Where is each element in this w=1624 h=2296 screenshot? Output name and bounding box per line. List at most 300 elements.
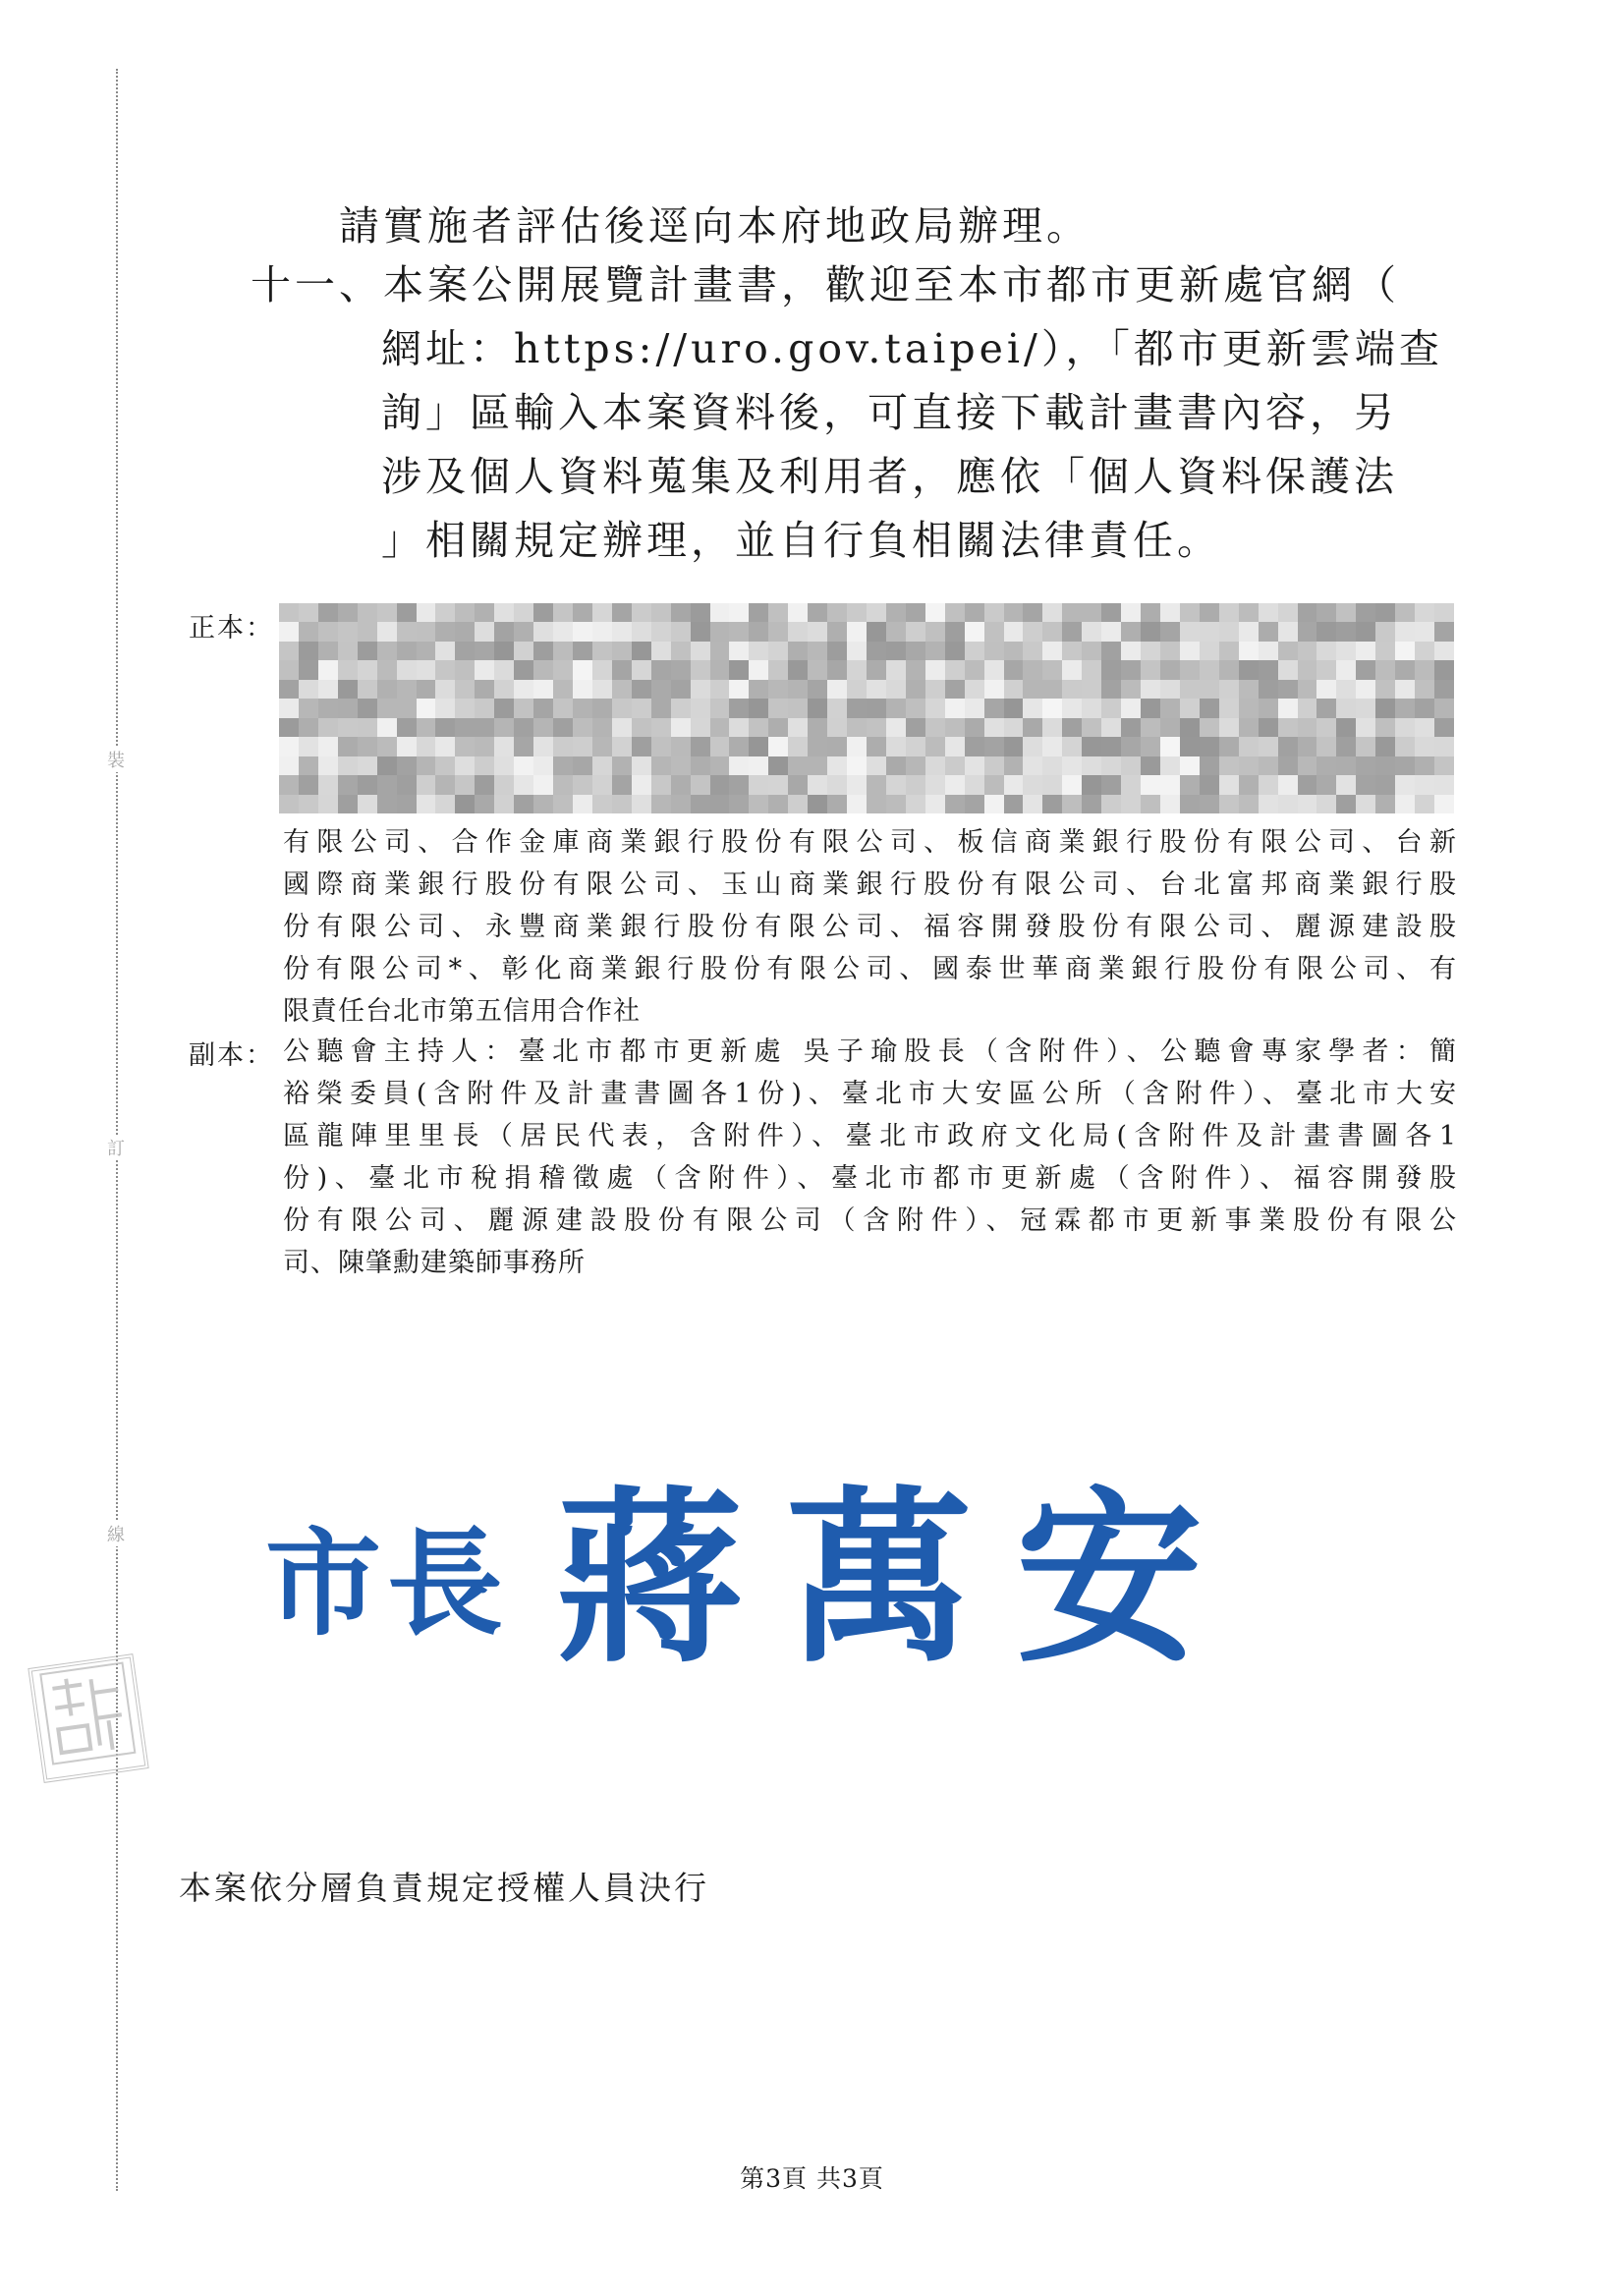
redaction-cell: [729, 756, 749, 775]
redaction-cell: [847, 603, 867, 622]
redaction-cell: [1395, 642, 1415, 660]
redaction-cell: [867, 603, 886, 622]
redaction-cell: [299, 756, 318, 775]
redaction-cell: [632, 603, 651, 622]
redaction-cell: [573, 756, 592, 775]
redaction-cell: [906, 718, 925, 737]
redaction-cell: [377, 699, 397, 717]
redaction-cell: [1101, 603, 1121, 622]
redaction-cell: [651, 660, 671, 679]
redaction-cell: [965, 718, 984, 737]
redaction-cell: [417, 680, 436, 699]
redaction-cell: [768, 756, 788, 775]
redaction-cell: [965, 680, 984, 699]
redaction-cell: [475, 680, 494, 699]
redaction-cell: [573, 795, 592, 813]
redaction-cell: [592, 622, 612, 641]
redaction-cell: [377, 603, 397, 622]
redaction-cell: [906, 775, 925, 794]
redaction-cell: [494, 756, 514, 775]
redaction-cell: [417, 795, 436, 813]
redaction-cell: [671, 756, 691, 775]
redaction-cell: [691, 775, 710, 794]
redaction-cell: [1278, 737, 1298, 756]
redaction-cell: [1298, 795, 1317, 813]
main-recipient-line: 有限公司、合作金庫商業銀行股份有限公司、板信商業銀行股份有限公司、台新: [283, 827, 1457, 858]
redaction-cell: [1160, 603, 1180, 622]
redaction-cell: [1336, 680, 1356, 699]
redaction-cell: [1375, 775, 1395, 794]
redaction-cell: [1316, 775, 1336, 794]
redaction-cell: [925, 718, 945, 737]
redaction-cell: [1141, 718, 1160, 737]
redaction-cell: [338, 660, 358, 679]
redaction-cell: [299, 622, 318, 641]
redaction-cell: [632, 737, 651, 756]
redaction-cell: [1356, 756, 1375, 775]
redaction-cell: [1062, 737, 1082, 756]
redaction-cell: [1316, 603, 1336, 622]
redaction-cell: [279, 775, 299, 794]
redaction-cell: [808, 603, 827, 622]
redaction-cell: [592, 680, 612, 699]
redaction-cell: [1121, 699, 1141, 717]
redaction-cell: [358, 642, 377, 660]
redaction-cell: [945, 603, 965, 622]
redaction-cell: [1239, 642, 1259, 660]
redaction-cell: [1375, 603, 1395, 622]
redaction-cell: [1004, 622, 1024, 641]
redaction-cell: [1004, 795, 1024, 813]
redaction-cell: [671, 718, 691, 737]
redaction-cell: [1121, 718, 1141, 737]
redaction-cell: [279, 622, 299, 641]
redaction-cell: [651, 699, 671, 717]
redaction-cell: [299, 642, 318, 660]
redaction-cell: [886, 795, 906, 813]
redaction-cell: [377, 622, 397, 641]
redaction-cell: [906, 642, 925, 660]
redaction-cell: [945, 642, 965, 660]
redaction-cell: [710, 718, 730, 737]
redaction-cell: [1375, 795, 1395, 813]
redaction-cell: [475, 775, 494, 794]
redaction-cell: [573, 642, 592, 660]
redaction-cell: [925, 622, 945, 641]
redaction-cell: [279, 756, 299, 775]
redaction-cell: [494, 699, 514, 717]
redaction-cell: [1200, 718, 1219, 737]
redaction-cell: [965, 699, 984, 717]
redaction-cell: [1062, 775, 1082, 794]
redaction-cell: [1278, 775, 1298, 794]
redaction-cell: [299, 699, 318, 717]
cc-recipient-line: 份有限公司、麗源建設股份有限公司（含附件）、冠霖都市更新事業股份有限公: [283, 1205, 1457, 1236]
redaction-cell: [906, 622, 925, 641]
redaction-cell: [1259, 737, 1278, 756]
redaction-cell: [1042, 718, 1062, 737]
main-recipient-line: 份有限公司*、彰化商業銀行股份有限公司、國泰世華商業銀行股份有限公司、有: [283, 954, 1457, 984]
redaction-cell: [1395, 795, 1415, 813]
redaction-cell: [984, 642, 1004, 660]
redaction-cell: [827, 680, 847, 699]
redaction-cell: [612, 642, 632, 660]
redaction-cell: [886, 737, 906, 756]
redaction-cell: [475, 622, 494, 641]
redaction-cell: [1415, 718, 1434, 737]
redaction-cell: [1259, 603, 1278, 622]
redaction-cell: [768, 775, 788, 794]
redaction-cell: [945, 737, 965, 756]
redaction-cell: [1259, 795, 1278, 813]
redaction-cell: [279, 699, 299, 717]
redaction-cell: [1062, 603, 1082, 622]
redaction-cell: [514, 795, 533, 813]
redaction-cell: [475, 699, 494, 717]
redaction-cell: [651, 756, 671, 775]
paragraph-line-6: 」相關規定辦理，並自行負相關法律責任。: [381, 517, 1221, 564]
redaction-cell: [808, 622, 827, 641]
redaction-cell: [1121, 622, 1141, 641]
redaction-cell: [632, 756, 651, 775]
redaction-cell: [435, 660, 455, 679]
redaction-cell: [925, 775, 945, 794]
redaction-cell: [475, 718, 494, 737]
redaction-cell: [632, 642, 651, 660]
redaction-cell: [1200, 603, 1219, 622]
redaction-cell: [318, 737, 338, 756]
redaction-cell: [1180, 756, 1200, 775]
redaction-cell: [965, 603, 984, 622]
redaction-cell: [494, 680, 514, 699]
redaction-cell: [1101, 699, 1121, 717]
redaction-cell: [1336, 718, 1356, 737]
redaction-cell: [710, 737, 730, 756]
redaction-cell: [925, 699, 945, 717]
redaction-cell: [1259, 642, 1278, 660]
redaction-cell: [1356, 642, 1375, 660]
redaction-cell: [1434, 622, 1454, 641]
redaction-cell: [1395, 737, 1415, 756]
redaction-cell: [1336, 660, 1356, 679]
redaction-cell: [1434, 603, 1454, 622]
redaction-cell: [749, 756, 768, 775]
redaction-cell: [1121, 775, 1141, 794]
redaction-cell: [945, 622, 965, 641]
redaction-cell: [1062, 756, 1082, 775]
redaction-cell: [1356, 699, 1375, 717]
redaction-cell: [1121, 737, 1141, 756]
redaction-cell: [1121, 603, 1141, 622]
redaction-cell: [377, 680, 397, 699]
redaction-cell: [1004, 680, 1024, 699]
cc-recipient-line: 份)、臺北市稅捐稽徵處（含附件）、臺北市都市更新處（含附件）、福容開發股: [283, 1163, 1457, 1194]
redaction-cell: [1160, 718, 1180, 737]
redaction-cell: [417, 660, 436, 679]
main-recipient-line: 份有限公司、永豐商業銀行股份有限公司、福容開發股份有限公司、麗源建設股: [283, 912, 1457, 942]
redaction-cell: [1160, 795, 1180, 813]
redaction-cell: [494, 622, 514, 641]
redaction-cell: [1316, 737, 1336, 756]
redaction-cell: [338, 699, 358, 717]
redaction-cell: [710, 680, 730, 699]
redaction-cell: [1316, 795, 1336, 813]
redaction-cell: [1004, 718, 1024, 737]
redaction-cell: [1316, 622, 1336, 641]
redaction-cell: [1395, 622, 1415, 641]
redaction-cell: [867, 756, 886, 775]
redaction-cell: [573, 699, 592, 717]
redaction-cell: [671, 737, 691, 756]
redaction-cell: [338, 622, 358, 641]
redaction-cell: [1219, 737, 1239, 756]
redaction-cell: [475, 642, 494, 660]
redaction-cell: [945, 775, 965, 794]
cc-recipient-line: 公聽會主持人：臺北市都市更新處 吳子瑜股長（含附件）、公聽會專家學者：簡: [283, 1036, 1457, 1067]
redaction-cell: [612, 603, 632, 622]
cc-recipient-line: 司、陳肇勳建築師事務所: [283, 1248, 586, 1278]
redaction-cell: [1082, 660, 1101, 679]
redaction-cell: [612, 660, 632, 679]
redaction-cell: [1298, 660, 1317, 679]
redaction-cell: [1375, 680, 1395, 699]
redaction-cell: [1200, 699, 1219, 717]
redaction-cell: [1121, 756, 1141, 775]
redaction-cell: [1101, 660, 1121, 679]
redaction-cell: [573, 603, 592, 622]
redaction-cell: [1356, 718, 1375, 737]
redaction-cell: [1023, 660, 1042, 679]
signature-title: 市長: [265, 1515, 510, 1652]
redaction-cell: [1180, 718, 1200, 737]
redaction-cell: [1023, 737, 1042, 756]
redaction-cell: [358, 756, 377, 775]
redaction-cell: [1219, 756, 1239, 775]
redaction-cell: [279, 660, 299, 679]
redaction-cell: [867, 795, 886, 813]
redaction-cell: [455, 737, 475, 756]
redaction-cell: [1141, 622, 1160, 641]
redaction-cell: [553, 622, 573, 641]
redaction-cell: [847, 680, 867, 699]
redaction-cell: [377, 795, 397, 813]
redaction-cell: [455, 622, 475, 641]
redaction-cell: [749, 718, 768, 737]
redaction-cell: [886, 699, 906, 717]
redaction-cell: [1023, 756, 1042, 775]
redaction-cell: [1082, 756, 1101, 775]
redaction-cell: [827, 718, 847, 737]
redaction-cell: [808, 660, 827, 679]
redaction-cell: [455, 718, 475, 737]
redaction-cell: [768, 718, 788, 737]
redaction-cell: [847, 718, 867, 737]
redaction-cell: [533, 775, 553, 794]
redaction-cell: [867, 737, 886, 756]
redaction-cell: [338, 642, 358, 660]
redaction-cell: [1180, 603, 1200, 622]
redaction-cell: [494, 660, 514, 679]
redaction-cell: [925, 680, 945, 699]
redaction-cell: [847, 622, 867, 641]
redaction-cell: [1298, 737, 1317, 756]
redaction-cell: [397, 775, 417, 794]
redaction-cell: [1004, 775, 1024, 794]
redaction-cell: [397, 680, 417, 699]
redaction-cell: [632, 699, 651, 717]
redaction-cell: [1023, 775, 1042, 794]
redaction-cell: [573, 660, 592, 679]
redaction-cell: [417, 699, 436, 717]
redaction-cell: [1356, 680, 1375, 699]
redaction-cell: [886, 603, 906, 622]
redaction-cell: [1434, 660, 1454, 679]
redaction-cell: [710, 775, 730, 794]
redaction-cell: [494, 737, 514, 756]
redaction-cell: [1101, 642, 1121, 660]
redaction-cell: [886, 622, 906, 641]
redaction-cell: [299, 718, 318, 737]
redaction-cell: [867, 775, 886, 794]
redaction-cell: [710, 660, 730, 679]
redaction-cell: [749, 737, 768, 756]
redaction-cell: [1042, 795, 1062, 813]
redaction-cell: [514, 603, 533, 622]
redaction-cell: [847, 737, 867, 756]
redaction-cell: [299, 775, 318, 794]
redaction-cell: [1004, 603, 1024, 622]
redaction-cell: [651, 737, 671, 756]
redaction-cell: [651, 603, 671, 622]
redaction-cell: [788, 699, 808, 717]
redaction-cell: [1082, 642, 1101, 660]
redaction-cell: [1434, 680, 1454, 699]
redaction-cell: [1042, 699, 1062, 717]
redaction-cell: [808, 756, 827, 775]
redaction-cell: [691, 756, 710, 775]
redaction-cell: [1121, 680, 1141, 699]
redaction-cell: [808, 680, 827, 699]
redaction-cell: [1062, 699, 1082, 717]
redaction-cell: [867, 680, 886, 699]
redaction-cell: [1239, 775, 1259, 794]
redaction-cell: [592, 642, 612, 660]
redaction-cell: [397, 642, 417, 660]
redaction-cell: [632, 680, 651, 699]
redaction-cell: [1219, 699, 1239, 717]
redaction-cell: [945, 756, 965, 775]
redaction-cell: [651, 718, 671, 737]
paragraph-line-4: 詢」區輸入本案資料後，可直接下載計畫書內容，另: [381, 389, 1398, 436]
redaction-cell: [1316, 718, 1336, 737]
redaction-cell: [318, 603, 338, 622]
redaction-cell: [1160, 775, 1180, 794]
redaction-cell: [397, 756, 417, 775]
redaction-cell: [1219, 642, 1239, 660]
redaction-cell: [965, 775, 984, 794]
redaction-cell: [1160, 642, 1180, 660]
redaction-cell: [1415, 660, 1434, 679]
redaction-cell: [1042, 622, 1062, 641]
redaction-cell: [1082, 622, 1101, 641]
redaction-cell: [1259, 775, 1278, 794]
redaction-cell: [1200, 642, 1219, 660]
redaction-cell: [886, 775, 906, 794]
redaction-cell: [1023, 718, 1042, 737]
redaction-cell: [455, 775, 475, 794]
redaction-cell: [475, 795, 494, 813]
redaction-cell: [1219, 775, 1239, 794]
paragraph-line-3: 網址：https://uro.gov.taipei/），「都市更新雲端查: [381, 325, 1443, 372]
redaction-cell: [671, 795, 691, 813]
redaction-cell: [788, 718, 808, 737]
redaction-cell: [494, 642, 514, 660]
redaction-cell: [1316, 699, 1336, 717]
redaction-cell: [788, 642, 808, 660]
redaction-cell: [1395, 775, 1415, 794]
redaction-cell: [1375, 699, 1395, 717]
redaction-cell: [1434, 737, 1454, 756]
redaction-cell: [1082, 680, 1101, 699]
redaction-cell: [1415, 737, 1434, 756]
redaction-cell: [1101, 737, 1121, 756]
redaction-cell: [729, 660, 749, 679]
redaction-cell: [475, 737, 494, 756]
redaction-cell: [338, 603, 358, 622]
redaction-cell: [1415, 795, 1434, 813]
redaction-cell: [553, 603, 573, 622]
redaction-cell: [729, 699, 749, 717]
redaction-cell: [455, 603, 475, 622]
redaction-cell: [1101, 718, 1121, 737]
redaction-cell: [906, 795, 925, 813]
redaction-cell: [1101, 795, 1121, 813]
redaction-cell: [710, 795, 730, 813]
redaction-cell: [788, 660, 808, 679]
redaction-cell: [1239, 603, 1259, 622]
redaction-cell: [984, 737, 1004, 756]
redaction-cell: [1239, 622, 1259, 641]
redaction-cell: [1023, 622, 1042, 641]
redaction-cell: [279, 603, 299, 622]
redaction-cell: [1316, 660, 1336, 679]
redaction-cell: [632, 622, 651, 641]
redaction-cell: [1219, 718, 1239, 737]
redaction-cell: [827, 795, 847, 813]
redaction-cell: [768, 603, 788, 622]
redaction-cell: [417, 756, 436, 775]
redaction-cell: [651, 775, 671, 794]
redaction-cell: [1356, 622, 1375, 641]
redaction-cell: [984, 603, 1004, 622]
main-recipient-list: [283, 821, 1457, 1033]
redaction-cell: [1101, 756, 1121, 775]
redaction-cell: [1200, 795, 1219, 813]
redaction-cell: [1375, 660, 1395, 679]
redaction-cell: [377, 737, 397, 756]
redaction-cell: [573, 680, 592, 699]
redaction-cell: [1042, 737, 1062, 756]
redaction-cell: [592, 718, 612, 737]
redaction-cell: [553, 699, 573, 717]
redaction-cell: [925, 795, 945, 813]
redaction-cell: [1180, 622, 1200, 641]
redaction-cell: [1219, 603, 1239, 622]
redaction-cell: [1434, 718, 1454, 737]
redaction-cell: [338, 756, 358, 775]
redaction-cell: [1434, 699, 1454, 717]
redaction-cell: [514, 699, 533, 717]
